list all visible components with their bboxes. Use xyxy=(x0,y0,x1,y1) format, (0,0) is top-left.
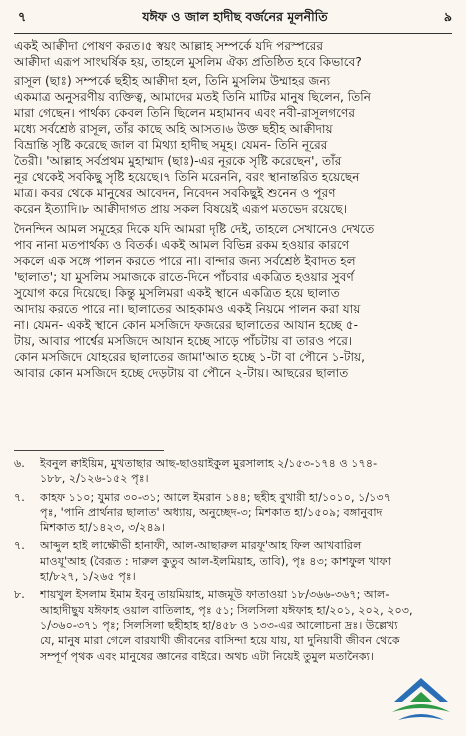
text-line: মধ্যে সর্বশ্রেষ্ঠ রাসূল, তাঁর কাছে অহি আসত।৬ উক্ত ছহীহ আক্বীদায় xyxy=(14,122,333,137)
footnote-number: ৬. xyxy=(14,457,25,470)
paragraph-1 xyxy=(14,38,452,70)
text-line: আদায় করতে পারে না। ছালাতের আহকামও একই নিয়মে পালন করা যায় xyxy=(14,301,361,316)
text-line: করেন ইত্যাদি।৮ আক্বীদাগত প্রায় সকল বিষয়েই এরূপ মতভেদ রয়েছে। xyxy=(14,202,348,217)
text-line: তৈরী। 'আল্লাহ সর্বপ্রথম মুহাম্মাদ (ছাঃ)-এর নূরকে সৃষ্টি করেছেন', তাঁর xyxy=(14,154,342,169)
footnote-number: ৭. xyxy=(14,490,25,504)
text-line: নূর থেকেই সবকিছু সৃষ্টি হয়েছে।৭ তিনি মরেননি, বরং স্থানান্তরিত হয়েছেন xyxy=(14,170,360,185)
text-line: মারা গেছেন। পার্থক্য কেবল তিনি ছিলেন মহামানব এবং নবী-রাসূলগণের xyxy=(14,106,355,121)
header-rule xyxy=(14,33,452,34)
text-line: একমাত্র অনুসরণীয় ব্যক্তিত্ব, আমাদের মতই তিনি মাটির মানুষ ছিলেন, তিনি xyxy=(14,90,371,105)
text-line: বিভ্রান্তি সৃষ্টি করেছে জাল বা মিথ্যা হাদীছ সমূহ। যেমন- তিনি নূরের xyxy=(14,138,328,153)
text-line: টায়, আবার পার্শ্বের মসজিদে আযান হচ্ছে সাড়ে পাঁচটায় বা তারও পরে। xyxy=(14,333,353,348)
footnote-line: পৃঃ, 'পানি প্রার্থনার ছালাত' অধ্যায়, অনুচ্ছেদ-৩; মিশকাত হা/১৫০৯; বঙ্গানুবাদ xyxy=(40,505,383,519)
footnote-line: সম্পূর্ণ পৃথক এবং মানুষের জ্ঞানের বাইরে। অথচ এটা নিয়েই তুমুল মতানৈক্য। xyxy=(40,649,374,663)
body-text xyxy=(14,38,452,384)
footnote-line: কাহফ ১১০; যুমার ৩০-৩১; আলে ইমরান ১৪৪; ছহীহ বুখারী হা/১০১০, ১/১৩৭ xyxy=(40,490,391,504)
page-number-right: ৯ xyxy=(443,9,452,24)
footnote-line: মিশকাত হা/১৪২৩, ৩/২৪৯। xyxy=(40,521,165,535)
footnote xyxy=(14,587,452,663)
publisher-logo-icon xyxy=(388,672,454,728)
footnote-line: ইবনুল ক্বাইয়িম, মুখতাছার আছ-ছাওয়াইকুল মুরসালাহ ২/১৫৩-১৭৪ ও ১৭৪- xyxy=(40,457,378,470)
footnote-number: ৭. xyxy=(14,539,25,553)
footnote-line: শায়খুল ইসলাম ইমাম ইবনু তায়মিয়াহ, মাজমূউ ফাতাওয়া ১৮/৩৬৬-৩৬৭; আল- xyxy=(40,588,390,602)
text-line: আবার কোন মসজিদে হচ্ছে দেড়টায় বা পৌনে ২-টায়। আছরের ছালাত xyxy=(14,365,349,380)
paragraph-2 xyxy=(14,73,452,217)
footnote-line: যে, মানুষ মারা গেলে বারযাখী জীবনের বাসিন্দা হয়ে যায়, যা দুনিয়াবী জীবন থেকে xyxy=(40,634,400,648)
text-line: একই আক্বীদা পোষণ করত।৫ স্বয়ং আল্লাহ সম্পর্কে যদি পরস্পরের xyxy=(14,39,324,53)
text-line: 'ছালাত'; যা মুসলিম সমাজকে রাতে-দিনে পাঁচবার একত্রিত হওয়ার সুবর্ণ xyxy=(14,269,354,284)
running-header xyxy=(18,6,452,32)
footnote-line: আহাদীছুয যঈফাহ ওয়াল বাতিলাহ, পৃঃ ৫১; সিলসিলা যঈফাহ হা/২০১, ২০২, ২০৩, xyxy=(40,603,413,617)
text-line: কোন মসজিদে যোহরের ছালাতের জামা'আত হচ্ছে ১-টা বা পৌনে ১-টায়, xyxy=(14,349,365,364)
running-title: যঈফ ও জাল হাদীছ বর্জনের মূলনীতি xyxy=(142,9,328,24)
text-line: সকলে এক সঙ্গে পালন করতে পারে না। বান্দার জন্য সর্বশ্রেষ্ঠ ইবাদত হল xyxy=(14,253,356,268)
text-line: পাব নানা মতপার্থক্য ও বিতর্ক। একই আমল বিভিন্ন রকম হওয়ার কারণে xyxy=(14,237,350,252)
footnote xyxy=(14,490,452,536)
footnote xyxy=(14,456,452,487)
footnote-line: আব্দুল হাই লাক্ষৌভী হানাফী, আল-আছারুল মারফূ'আহ ফিল আখবারিল xyxy=(40,539,362,553)
page-number-left: ৭ xyxy=(18,9,27,24)
text-line: মাত্র। কবর থেকে মানুষের আবেদন, নিবেদন সবকিছুই শুনেন ও পূরণ xyxy=(14,186,336,201)
footnote-line: হা/৮২৭, ১/২৬৫ পৃঃ। xyxy=(40,570,136,584)
text-line: না। যেমন- একই স্থানে কোন মসজিদে ফজরের ছালাতের আযান হচ্ছে ৫- xyxy=(14,317,358,332)
footnote xyxy=(14,538,452,584)
text-line: আক্বীদা এরূপ সাংঘর্ষিক হয়, তাহলে মুসলিম ঐক্য প্রতিষ্ঠিত হবে কিভাবে? xyxy=(14,55,362,70)
footnote-line: ১/৩৬০-৩৭১ পৃঃ; সিলসিলা ছহীহাহ হা/৪৫৮ ও ১৩৩-এর আলোচনা দ্রঃ। উল্লেখ্য xyxy=(40,618,398,632)
text-line: দৈনন্দিন আমল সমূহের দিকে যদি আমরা দৃষ্টি দেই, তাহলে সেখানেও দেখতে xyxy=(14,221,375,236)
footnote-line: মাওযূ'আহ (বৈরূত : দারুল কুতুব আল-ইলমিয়াহ, তাবি), পৃঃ ৪৩; কাশফুল খাফা xyxy=(40,554,391,568)
footnote-line: ১৮৮, ২/১২৬-১৫২ পৃঃ। xyxy=(40,472,149,486)
footnote-number: ৮. xyxy=(14,588,25,602)
text-line: সুযোগ করে দিয়েছে। কিন্তু মুসলিমরা একই স্থানে একত্রিত হয়ে ছালাত xyxy=(14,285,340,300)
footnote-rule xyxy=(14,450,164,451)
footnotes xyxy=(14,456,452,667)
text-line: রাসূল (ছাঃ) সম্পর্কে ছহীহ আক্বীদা হল, তিনি মুসলিম উম্মাহর জন্য xyxy=(14,74,331,89)
paragraph-3 xyxy=(14,221,452,381)
